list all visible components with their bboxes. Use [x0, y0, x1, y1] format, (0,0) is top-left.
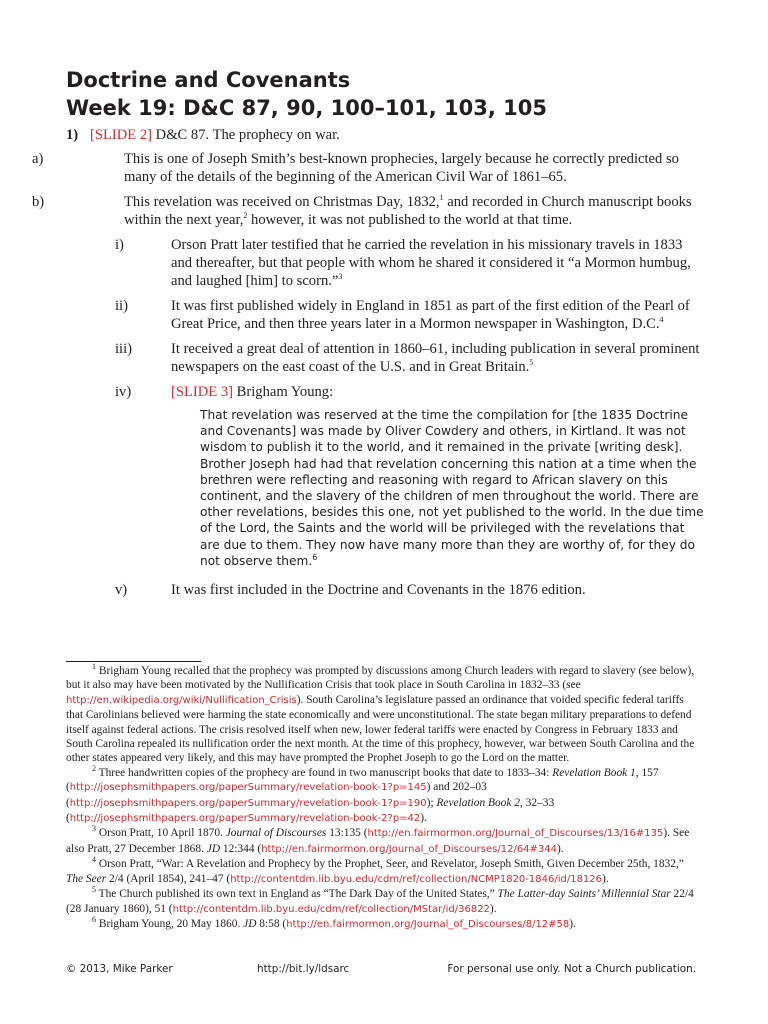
- item-number: i): [115, 237, 124, 253]
- footnote-text: , 32–33 (: [66, 796, 555, 825]
- footnote-link[interactable]: http://en.wikipedia.org/wiki/Nullification_Crisis: [66, 694, 297, 706]
- footnote-italic: Revelation Book 2: [436, 796, 520, 809]
- item-text: Orson Pratt later testified that he carried the revelation in his missionary travels in 1833 and thereafter, but that people with whom he shared it considered it “a Mormon humbug, and laughed [him] to scorn.”: [171, 237, 691, 289]
- item-number: a): [32, 151, 44, 167]
- footnote-text: ). See also Pratt, 27 December 1868.: [66, 827, 690, 855]
- item-text: It was first included in the Doctrine and Covenants in the 1876 edition.: [171, 582, 586, 599]
- footnote-number: 3: [92, 824, 96, 834]
- footnote-ref[interactable]: 5: [529, 358, 534, 368]
- footer-disclaimer: For personal use only. Not a Church publication.: [447, 963, 696, 975]
- footnote-text: Brigham Young, 20 May 1860.: [96, 917, 244, 930]
- block-quote: [200, 407, 704, 569]
- footnote-italic: The Latter-day Saints’ Millennial Star: [497, 888, 671, 901]
- outline-item-1: [66, 126, 706, 144]
- footnote-link[interactable]: http://en.fairmormon.org/Journal_of_Discourses/13/16#135: [367, 828, 664, 840]
- footnote-ref[interactable]: 1: [439, 193, 444, 203]
- footnote-italic: Revelation Book 1: [552, 766, 636, 779]
- footnote-link[interactable]: http://josephsmithpapers.org/paperSummary/revelation-book-1?p=190: [69, 797, 427, 809]
- footnote-ref[interactable]: 2: [243, 211, 248, 221]
- footnote-italic: JD: [206, 842, 221, 855]
- title-line-1: Doctrine and Covenants: [66, 68, 351, 92]
- outline-item-iii: [66, 340, 706, 376]
- footnote-text: );: [426, 796, 437, 809]
- footer-copyright: © 2013, Mike Parker: [66, 963, 173, 975]
- footnote-1: [66, 664, 702, 766]
- footnote-text: ).: [602, 872, 609, 885]
- footnote-text: 12:344 (: [220, 842, 262, 855]
- slide-marker: [SLIDE 3]: [171, 384, 234, 400]
- outline-item-i: [66, 236, 706, 290]
- footnote-number: 2: [92, 764, 96, 774]
- footnote-text: ).: [569, 917, 576, 930]
- item-number: iii): [115, 341, 133, 357]
- footnote-6: [66, 917, 702, 932]
- item-text: however, it was not published to the world at that time.: [247, 212, 573, 228]
- document-body: [32, 126, 706, 599]
- footnote-number: 1: [92, 662, 96, 672]
- footnote-ref[interactable]: 3: [338, 272, 343, 282]
- footnote-text: ).: [489, 902, 497, 915]
- footnote-text: Orson Pratt, 10 April 1870.: [96, 827, 226, 840]
- footnote-divider: [66, 661, 201, 662]
- footnote-5: [66, 887, 702, 917]
- footnote-text: The Church published its own text in England as “The Dark Day of the United States,”: [96, 888, 498, 901]
- item-text: It was first published widely in England in 1851 as part of the first edition of the Pearl of Great Price, and then three years later in a Mormon newspaper in Washington, D.C.: [171, 298, 690, 332]
- footnote-number: 6: [92, 915, 96, 925]
- footnote-link[interactable]: http://contentdm.lib.byu.edu/cdm/ref/collection/NCMP1820-1846/id/18126: [230, 873, 603, 885]
- outline-item-a: [32, 150, 706, 186]
- slide-marker: [SLIDE 2]: [90, 127, 153, 143]
- item-text: D&C 87. The prophecy on war.: [152, 127, 340, 143]
- footnote-text: ).: [557, 842, 564, 855]
- footnote-link[interactable]: http://josephsmithpapers.org/paperSummary/revelation-book-1?p=145: [69, 782, 427, 794]
- page-title: [66, 66, 547, 122]
- item-number: v): [115, 582, 128, 599]
- footnote-link[interactable]: http://contentdm.lib.byu.edu/cdm/ref/collection/MStar/id/36822: [172, 903, 490, 915]
- footnote-text: Brigham Young recalled that the prophecy was prompted by discussions among Church leaders with regard to slavery (see below), but it also may have been motivated by the Nullification Crisis that took place in South Carolina in 1832–33 (see: [66, 665, 695, 692]
- outline-item-iv: [66, 383, 706, 401]
- footnote-text: Orson Pratt, “War: A Revelation and Prophecy by the Prophet, Seer, and Revelator, Joseph Smith, Given December 25th, 1832,”: [96, 858, 684, 871]
- outline-item-v: [66, 581, 706, 599]
- footer-link[interactable]: http://bit.ly/ldsarc: [257, 963, 350, 975]
- item-number: b): [32, 194, 45, 210]
- footnote-text: 22/4 (28 January 1860), 51 (: [66, 888, 694, 915]
- outline-item-b: [32, 193, 706, 229]
- footnote-link[interactable]: http://josephsmithpapers.org/paperSummary/revelation-book-2?p=42: [69, 813, 421, 825]
- footnote-italic: The Seer: [66, 872, 107, 885]
- item-text: This is one of Joseph Smith’s best-known prophecies, largely because he correctly predicted so many of the details of the beginning of the American Civil War of 1861–65.: [124, 151, 679, 185]
- item-text: It received a great deal of attention in 1860–61, including publication in several prominent newspapers on the east coast of the U.S. and in Great Britain.: [171, 341, 700, 375]
- item-number: 1): [66, 127, 79, 143]
- title-line-2: Week 19: D&C 87, 90, 100–101, 103, 105: [66, 96, 548, 120]
- quote-text: That revelation was reserved at the time the compilation for [the 1835 Doctrine and Covenants] was made by Oliver Cowdery and others, in Kirtland. It was not wisdom to publish it to the world, and it remained in the private [writing desk]. Brother Joseph had had that revelation concerning this nation at a time when the brethren were reflecting and reasoning with regard to African slavery on this continent, and the slavery of the children of men throughout the world. There are other revelations, besides this one, not yet published to the world. In the due time of the Lord, the Saints and the world will be privileged with the revelations that are due to them. They now have many more than they are worthy of, for they do not observe them.: [200, 408, 704, 568]
- footnote-text: , 157 (: [66, 766, 659, 794]
- footnote-text: 8:58 (: [256, 917, 287, 930]
- footnotes: [66, 664, 702, 932]
- footnote-2: [66, 766, 702, 827]
- footnote-text: 2/4 (April 1854), 241–47 (: [106, 872, 231, 885]
- footnote-number: 4: [92, 855, 96, 865]
- footnote-ref[interactable]: 6: [312, 552, 318, 562]
- item-number: iv): [115, 384, 132, 400]
- item-number: ii): [115, 298, 128, 314]
- footnote-text: ). South Carolina’s legislature passed an ordinance that voided specific federal tariffs that Carolinians believed were harming the state economically and were unconstitutional. The state began military preparations to defend itself against federal actions. The crisis resolved itself when new, lower federal tariffs were enacted by Congress in February 1833 and South Carolina repealed its nullification order the next month. At the time of this prophecy, however, war between South Carolina and the other states appeared very likely, and this may have prompted the Prophet Joseph to go the Lord on the matter.: [66, 693, 695, 765]
- footnote-ref[interactable]: 4: [659, 315, 664, 325]
- item-text: This revelation was received on Christmas Day, 1832,: [124, 194, 440, 210]
- footnote-3: [66, 826, 702, 857]
- footnote-number: 5: [92, 885, 96, 895]
- footnote-link[interactable]: http://en.fairmormon.org/Journal_of_Discourses/12/64#344: [261, 843, 558, 855]
- footnote-text: ).: [420, 812, 427, 825]
- footnote-text: 13:135 (: [326, 827, 368, 840]
- footnote-text: Three handwritten copies of the prophecy are found in two manuscript books that date to 1833–34:: [96, 766, 553, 779]
- footnote-link[interactable]: http://en.fairmormon.org/Journal_of_Discourses/8/12#58: [286, 918, 570, 930]
- footnote-italic: Journal of Discourses: [225, 827, 327, 840]
- outline-item-ii: [66, 297, 706, 333]
- footnote-text: ) and 202–03 (: [66, 781, 487, 809]
- item-text: and recorded in Church manuscript books within the next year,: [124, 194, 692, 228]
- footnote-4: [66, 857, 702, 887]
- item-text: Brigham Young:: [233, 384, 334, 400]
- page-footer: [66, 963, 696, 979]
- footnote-italic: JD: [243, 917, 257, 930]
